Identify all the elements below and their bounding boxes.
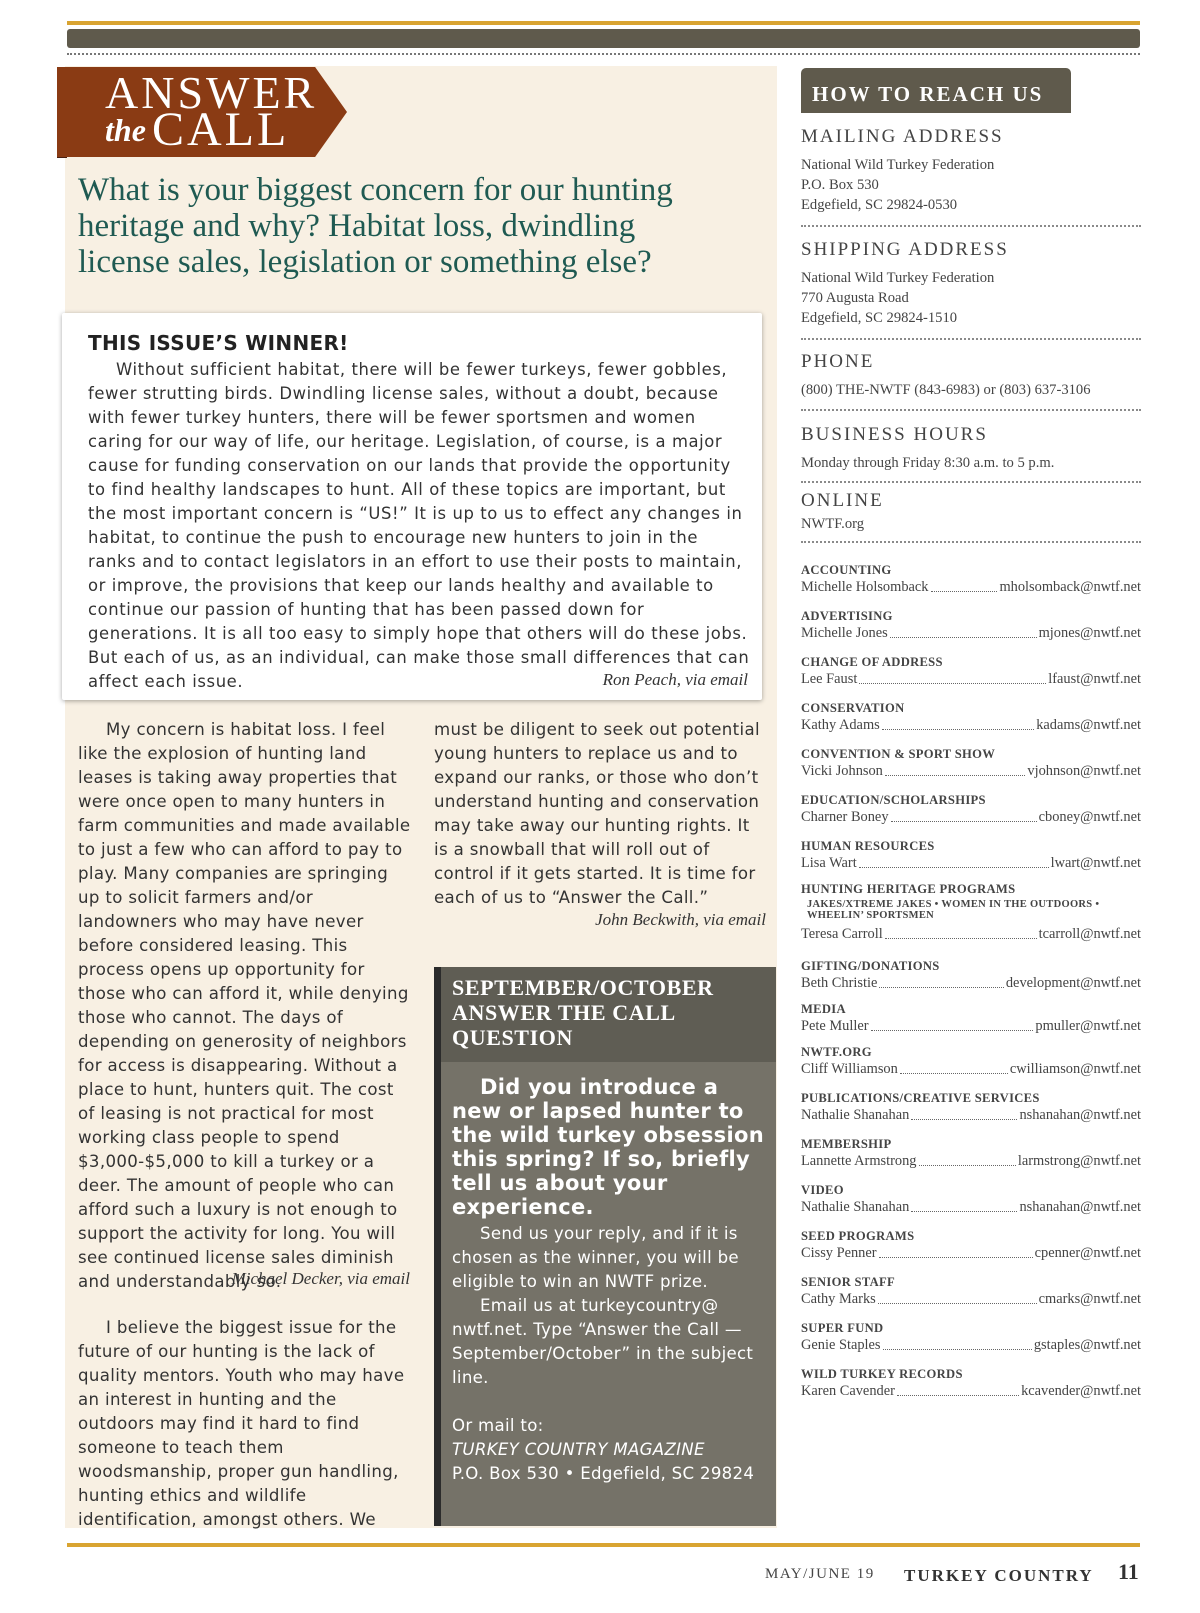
contact-entry: PUBLICATIONS/CREATIVE SERVICES Nathalie Shanahan nshanahan@nwtf.net [801, 1091, 1141, 1123]
mail-address: P.O. Box 530 • Edgefield, SC 29824 [452, 1464, 755, 1483]
contact-entry: ACCOUNTING Michelle Holsomback mholsomback@nwtf.net [801, 563, 1141, 595]
banner-call-text: CALL [152, 103, 290, 156]
contact-entry: SENIOR STAFF Cathy Marks cmarks@nwtf.net [801, 1275, 1141, 1307]
letter-beckwith-signature: John Beckwith, via email [595, 910, 766, 929]
next-question-bar [434, 967, 441, 1526]
footer-magazine: TURKEY COUNTRY [904, 1566, 1094, 1585]
contact-email[interactable]: pmuller@nwtf.net [1035, 1018, 1141, 1034]
contact-email[interactable]: kcavender@nwtf.net [1021, 1383, 1141, 1399]
contact-entry: MEDIA Pete Muller pmuller@nwtf.net [801, 1002, 1141, 1034]
contact-entry: MEMBERSHIP Lannette Armstrong larmstrong@nwtf.net [801, 1137, 1141, 1169]
divider [801, 409, 1141, 411]
letter-beckwith-body-part1: I believe the biggest issue for the future of our hunting is the lack of quality mentors. Youth who may have an interest in hunting and the outdoors may find it hard to find someone to teach them woodsmanship, proper gun handling, hunting ethics and wildlife identification, amongst others. We [78, 1318, 405, 1529]
top-gold-rule [67, 21, 1140, 25]
reply-instruction: Send us your reply, and if it is chosen as the winner, you will be eligible to win an NWTF prize. [452, 1224, 739, 1291]
divider [801, 481, 1141, 483]
divider [801, 225, 1141, 227]
phone-number: (800) THE-NWTF (843-6983) or (803) 637-3106 [801, 382, 1091, 398]
top-dotted-rule [67, 53, 1140, 55]
business-hours: Monday through Friday 8:30 a.m. to 5 p.m. [801, 455, 1055, 471]
shipping-address: National Wild Turkey Federation 770 Augusta Road Edgefield, SC 29824-1510 [801, 270, 995, 326]
divider [801, 541, 1141, 543]
top-header-bar [67, 29, 1140, 48]
contact-entry: HUNTING HERITAGE PROGRAMS JAKES/XTREME JAKES • WOMEN IN THE OUTDOORS • WHEELIN’ SPORTSMEN Teresa Carroll tcarroll@nwtf.net [801, 882, 1141, 942]
contact-email[interactable]: kadams@nwtf.net [1036, 717, 1141, 733]
bottom-gold-rule [67, 1543, 1140, 1547]
online-url[interactable]: NWTF.org [801, 516, 865, 532]
shipping-address-label: SHIPPING ADDRESS [801, 239, 1009, 260]
contact-entry: CHANGE OF ADDRESS Lee Faust lfaust@nwtf.net [801, 655, 1141, 687]
contact-email[interactable]: vjohnson@nwtf.net [1027, 763, 1141, 779]
contact-entry: NWTF.ORG Cliff Williamson cwilliamson@nwtf.net [801, 1045, 1141, 1077]
winner-body: Without sufficient habitat, there will be fewer turkeys, fewer gobbles, fewer strutting birds. Dwindling license sales, without a doubt, because with fewer turkey hunters, there will be fewer sportsmen and women caring for our way of life, our heritage. Legislation, of course, is a major cause for funding conservation on our lands that provide the opportunity to find healthy landscapes to hunt. All of these topics are important, but the most important concern is “US!” It is up to us to effect any changes in habitat, to continue the push to encourage new hunters to join in the ranks and to contact legislators in an effort to use their posts to maintain, or improve, the provisions that keep our lands healthy and available to continue our passion of hunting that has been passed down for generations. It is all too easy to simply hope that others will do these jobs. But each of us, as an individual, can make those small differences that can affect each issue. [88, 360, 750, 691]
contact-email[interactable]: nshanahan@nwtf.net [1019, 1199, 1141, 1215]
contact-directory [801, 563, 1141, 1413]
contact-email[interactable]: lfaust@nwtf.net [1048, 671, 1141, 687]
winner-heading: THIS ISSUE’S WINNER! [88, 331, 349, 355]
business-hours-label: BUSINESS HOURS [801, 424, 988, 445]
divider [801, 338, 1141, 340]
how-to-reach-us-title: HOW TO REACH US [812, 82, 1044, 106]
contact-email[interactable]: gstaples@nwtf.net [1033, 1337, 1141, 1353]
mailing-address-label: MAILING ADDRESS [801, 126, 1004, 147]
mailing-address: National Wild Turkey Federation P.O. Box 530 Edgefield, SC 29824-0530 [801, 157, 995, 213]
banner-answer-text: ANSWER [105, 67, 318, 118]
letter-beckwith-body-part2: must be diligent to seek out potential young hunters to replace us and to expand our ranks, or those who don’t understand hunting and conservation may take away our hunting rights. It is a snowball that will roll out of control if it gets started. It is time for each of us to “Answer the Call.” [434, 720, 760, 907]
contact-email[interactable]: nshanahan@nwtf.net [1019, 1107, 1141, 1123]
footer-issue: MAY/JUNE 19 [765, 1566, 875, 1582]
letter-decker-signature: Michael Decker, via email [231, 1269, 410, 1288]
contact-email[interactable]: cboney@nwtf.net [1038, 809, 1141, 825]
contact-entry: WILD TURKEY RECORDS Karen Cavender kcavender@nwtf.net [801, 1367, 1141, 1399]
contact-entry: GIFTING/DONATIONS Beth Christie development@nwtf.net [801, 959, 1141, 991]
contact-email[interactable]: development@nwtf.net [1005, 975, 1141, 991]
contact-email[interactable]: cmarks@nwtf.net [1038, 1291, 1141, 1307]
contact-entry: SEED PROGRAMS Cissy Penner cpenner@nwtf.net [801, 1229, 1141, 1261]
contact-entry: CONVENTION & SPORT SHOW Vicki Johnson vjohnson@nwtf.net [801, 747, 1141, 779]
page-question: What is your biggest concern for our hunting heritage and why? Habitat loss, dwindling license sales, legislation or something else? [78, 172, 673, 280]
contact-entry: ADVERTISING Michelle Jones mjones@nwtf.net [801, 609, 1141, 641]
contact-email[interactable]: cwilliamson@nwtf.net [1009, 1061, 1141, 1077]
online-label: ONLINE [801, 490, 884, 511]
winner-signature: Ron Peach, via email [602, 670, 748, 689]
next-question-text: Did you introduce a new or lapsed hunter to the wild turkey obsession this spring? If so, briefly tell us about your experience. [452, 1075, 764, 1219]
contact-entry: HUMAN RESOURCES Lisa Wart lwart@nwtf.net [801, 839, 1141, 871]
page-number: 11 [1118, 1559, 1139, 1584]
next-question-title: SEPTEMBER/OCTOBER ANSWER THE CALL QUESTION [452, 975, 714, 1050]
contact-email[interactable]: larmstrong@nwtf.net [1017, 1153, 1141, 1169]
banner-the-text: the [105, 112, 146, 148]
contact-email[interactable]: mholsomback@nwtf.net [999, 579, 1141, 595]
letter-decker-body: My concern is habitat loss. I feel like the explosion of hunting land leases is taking away properties that were once open to many hunters in farm communities and made available to just a few who can afford to pay to play. Many companies are springing up to solicit farmers and/or landowners who may have never before considered leasing. This process opens up opportunity for those who can afford it, while denying those who cannot. The days of depending on generosity of neighbors for access is disappearing. Without a place to hunt, hunters quit. The cost of leasing is not practical for most working class people to spend $3,000-$5,000 to kill a turkey or a deer. The amount of people who can afford such a luxury is not enough to support the activity for long. You will see continued license sales diminish and understandably so. [78, 720, 411, 1291]
next-question-instructions [452, 1222, 770, 1486]
contact-email[interactable]: tcarroll@nwtf.net [1038, 926, 1141, 942]
contact-entry: SUPER FUND Genie Staples gstaples@nwtf.net [801, 1321, 1141, 1353]
contact-entry: CONSERVATION Kathy Adams kadams@nwtf.net [801, 701, 1141, 733]
contact-email[interactable]: mjones@nwtf.net [1038, 625, 1141, 641]
contact-entry: VIDEO Nathalie Shanahan nshanahan@nwtf.net [801, 1183, 1141, 1215]
mail-magazine: TURKEY COUNTRY MAGAZINE [452, 1440, 705, 1459]
contact-email[interactable]: lwart@nwtf.net [1050, 855, 1141, 871]
contact-email[interactable]: cpenner@nwtf.net [1034, 1245, 1141, 1261]
contact-entry: EDUCATION/SCHOLARSHIPS Charner Boney cboney@nwtf.net [801, 793, 1141, 825]
email-instruction: Email us at turkeycountry@ nwtf.net. Type “Answer the Call — September/October” in the subject line. [452, 1296, 754, 1387]
mail-to-label: Or mail to: [452, 1416, 544, 1435]
phone-label: PHONE [801, 351, 875, 372]
